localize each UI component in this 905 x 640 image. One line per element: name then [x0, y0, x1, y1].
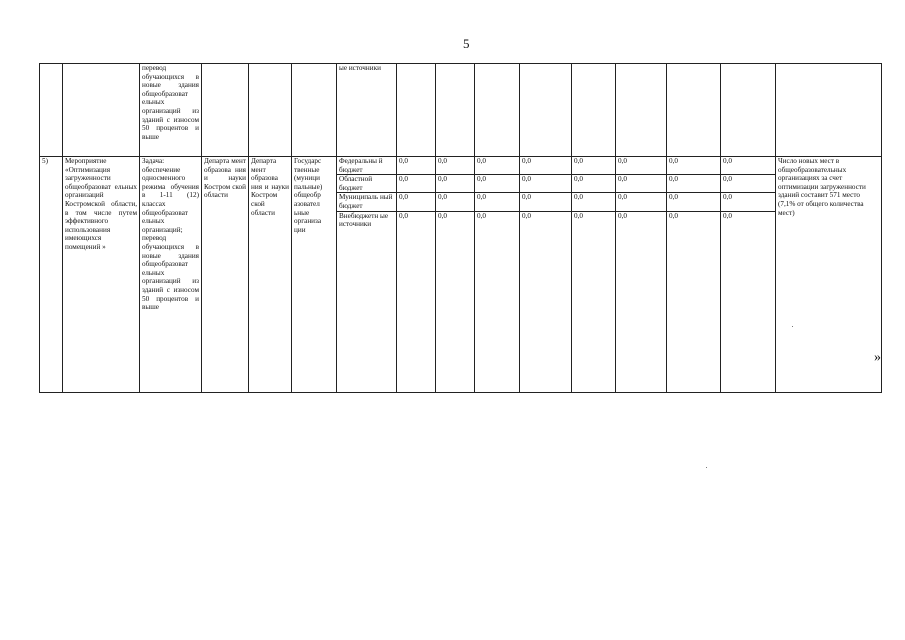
- event-cell: Мероприятие «Оптимизация загруженности общеобразоват ельных организаций Костромской области, в том числе путем эффективного использования имеющихся помещений »: [63, 157, 140, 393]
- value-cell: 0,0: [520, 211, 572, 392]
- event-cell-empty: [63, 64, 140, 157]
- funding-source-cell: Федеральны й бюджет: [337, 157, 397, 175]
- scan-speck: [792, 326, 793, 327]
- value-cell: 0,0: [436, 211, 475, 392]
- value-cell: 0,0: [475, 211, 520, 392]
- value-cell: 0,0: [572, 157, 616, 175]
- value-cell: 0,0: [436, 157, 475, 175]
- table-row: [40, 157, 882, 175]
- value-cell: 0,0: [397, 157, 436, 175]
- value-cell: 0,0: [572, 211, 616, 392]
- value-cell: 0,0: [721, 157, 776, 175]
- value-cell: 0,0: [667, 175, 721, 193]
- value-cell: 0,0: [616, 211, 667, 392]
- task-cell: перевод обучающихся в новые здания общеобразоват ельных организаций из зданий с износом 50 процентов и выше: [140, 64, 202, 157]
- value-cell: 0,0: [572, 193, 616, 211]
- value-cell: 0,0: [436, 193, 475, 211]
- value-cell: 0,0: [616, 193, 667, 211]
- program-table: [39, 63, 882, 393]
- page-number: 5: [463, 36, 470, 51]
- funding-source-cell: Областной бюджет: [337, 175, 397, 193]
- index-cell-empty: [40, 64, 63, 157]
- value-cell: 0,0: [572, 175, 616, 193]
- scan-speck: [706, 467, 707, 468]
- participants-cell: Государс твенные (муници пальные) общеобр азовател ьные организа ции: [292, 157, 337, 393]
- value-cell: 0,0: [397, 175, 436, 193]
- value-cell: 0,0: [397, 211, 436, 392]
- task-cell: Задача: обеспечение односменного режима обучения в 1-11 (12) классах общеобразоват ельных организаций; перевод обучающихся в новые здания общеобразоват ельных организаций из зданий с износом 50 процентов и выше: [140, 157, 202, 393]
- value-cell: 0,0: [520, 193, 572, 211]
- value-cell: 0,0: [475, 193, 520, 211]
- value-cell: 0,0: [667, 157, 721, 175]
- value-cell: 0,0: [667, 193, 721, 211]
- value-cell: 0,0: [616, 175, 667, 193]
- closing-quote: »: [874, 350, 881, 365]
- value-cell: 0,0: [721, 211, 776, 392]
- coexecutor-cell: Департа мент образова ния и науки Костром ской области: [249, 157, 292, 393]
- result-cell: Число новых мест в общеобразовательных организациях за счет оптимизации загруженности зданий составит 571 место (7,1% от общего количества мест): [776, 157, 882, 393]
- value-cell: 0,0: [397, 193, 436, 211]
- funding-source-cell: Муниципаль ный бюджет: [337, 193, 397, 211]
- value-cell: 0,0: [436, 175, 475, 193]
- index-cell: 5): [40, 157, 63, 393]
- table-row: [40, 64, 882, 157]
- value-cell: 0,0: [667, 211, 721, 392]
- value-cell: 0,0: [520, 175, 572, 193]
- value-cell: 0,0: [721, 193, 776, 211]
- value-cell: 0,0: [721, 175, 776, 193]
- value-cell: 0,0: [475, 175, 520, 193]
- funding-source-cell: ые источники: [337, 64, 397, 157]
- value-cell: 0,0: [520, 157, 572, 175]
- value-cell: 0,0: [616, 157, 667, 175]
- value-cell: 0,0: [475, 157, 520, 175]
- executor-cell: Департа мент образова ния и науки Костром ской области: [202, 157, 249, 393]
- funding-source-cell: Внебюджетн ые источники: [337, 211, 397, 392]
